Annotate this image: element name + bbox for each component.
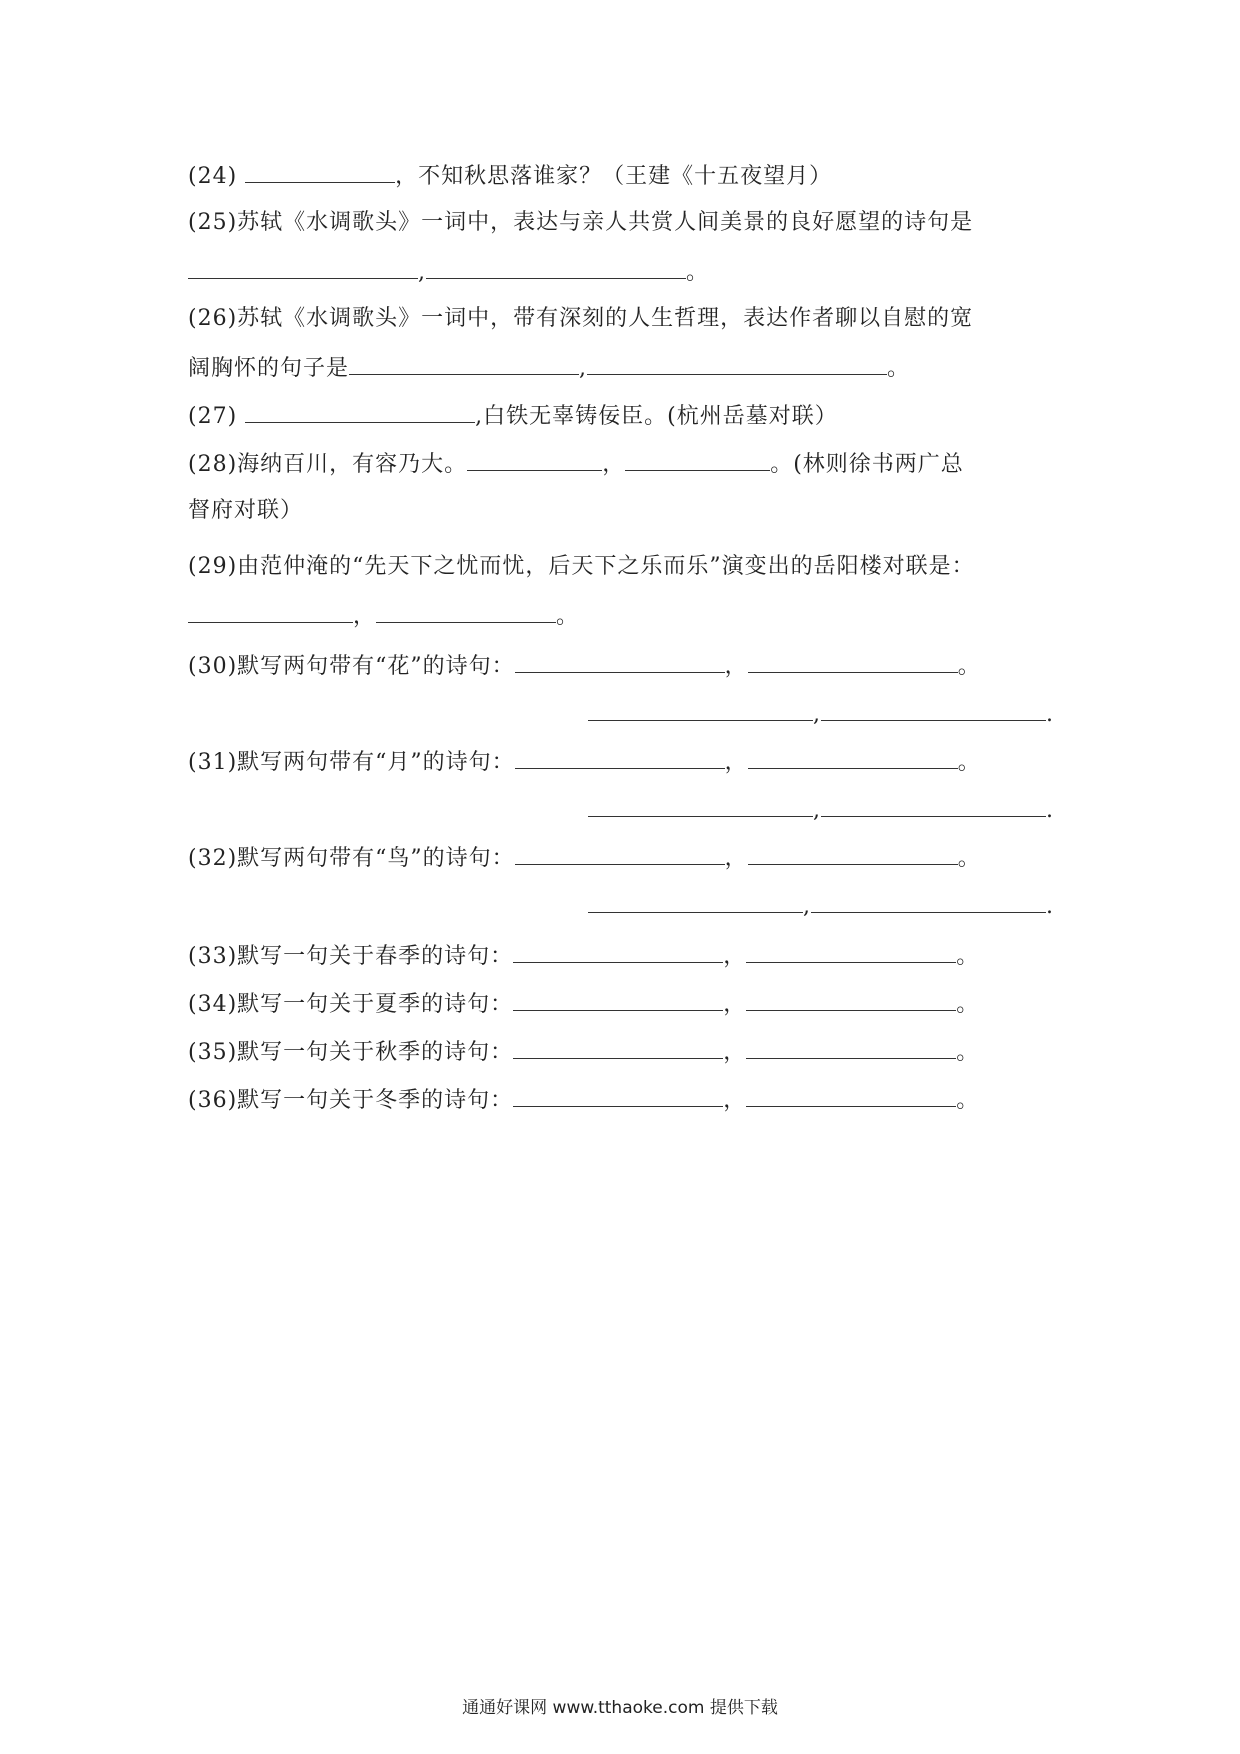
answer-blank[interactable] [588,794,813,817]
question-26-line2 [188,352,1058,384]
question-29 [188,552,1058,582]
question-31-line2 [588,794,1058,826]
question-text: 海纳百川，有容乃大。 [237,452,468,477]
separator: ， [724,750,748,775]
question-34 [188,988,1058,1020]
answer-blank[interactable] [625,448,770,471]
answer-blank[interactable] [513,1036,723,1059]
terminator: . [1046,798,1054,823]
question-number: (25) [188,210,238,235]
answer-blank[interactable] [513,988,723,1011]
terminator: 。 [957,750,981,775]
answer-blank[interactable] [426,256,686,279]
answer-blank[interactable] [746,988,956,1011]
separator: ， [353,604,377,629]
question-28 [188,448,1058,480]
question-text: 苏轼《水调歌头》一词中，表达与亲人共赏人间美景的良好愿望的诗句是 [237,210,974,235]
answer-blank[interactable] [513,940,723,963]
separator: , [579,356,588,381]
separator: ， [602,452,626,477]
question-24 [188,160,1058,192]
question-text: 默写两句带有“月”的诗句： [237,750,515,775]
answer-blank[interactable] [588,890,803,913]
question-31 [188,746,1058,778]
question-26 [188,304,1058,334]
answer-blank[interactable] [587,352,887,375]
answer-blank[interactable] [588,698,813,721]
question-text: ，不知秋思落谁家？（王建《十五夜望月） [395,164,833,189]
question-30 [188,650,1058,682]
question-number: (28) [188,452,238,477]
question-text: 阔胸怀的句子是 [188,356,350,381]
separator: , [813,798,821,823]
question-28-line2 [188,496,1058,526]
question-text: 。(林则徐书两广总 [770,452,964,477]
separator: , [813,702,821,727]
terminator: 。 [887,356,911,381]
terminator: 。 [957,654,981,679]
question-text: 苏轼《水调歌头》一词中，带有深刻的人生哲理，表达作者聊以自慰的宽 [237,306,974,331]
answer-blank[interactable] [513,1084,723,1107]
question-number: (33) [188,944,238,969]
separator: , [418,260,426,285]
question-25-answers [188,256,1058,288]
answer-blank[interactable] [821,698,1046,721]
question-35 [188,1036,1058,1068]
terminator: 。 [956,1088,980,1113]
terminator: 。 [956,944,980,969]
question-number: (32) [188,846,238,871]
question-number: (24) [188,164,238,189]
separator: , [803,894,811,919]
question-number: (26) [188,306,238,331]
answer-blank[interactable] [746,940,956,963]
answer-blank[interactable] [515,746,725,769]
question-25 [188,208,1058,238]
question-text: ,白铁无辜铸佞臣。(杭州岳墓对联） [475,404,838,429]
question-number: (35) [188,1040,238,1065]
question-number: (30) [188,654,238,679]
question-text: 默写一句关于夏季的诗句： [237,992,514,1017]
separator: ， [724,654,748,679]
question-number: (31) [188,750,238,775]
separator: ， [723,944,747,969]
separator: ， [723,1088,747,1113]
answer-blank[interactable] [821,794,1046,817]
question-text: 默写一句关于秋季的诗句： [237,1040,514,1065]
question-text: 默写两句带有“花”的诗句： [237,654,515,679]
terminator: 。 [956,1040,980,1065]
terminator: 。 [957,846,981,871]
question-33 [188,940,1058,972]
answer-blank[interactable] [515,842,725,865]
question-36 [188,1084,1058,1116]
question-text: 督府对联） [188,498,304,523]
answer-blank[interactable] [188,256,418,279]
answer-blank[interactable] [746,1084,956,1107]
separator: ， [724,846,748,871]
answer-blank[interactable] [349,352,579,375]
question-text: 默写两句带有“鸟”的诗句： [237,846,515,871]
answer-blank[interactable] [811,890,1046,913]
terminator: . [1046,894,1054,919]
separator: ， [723,992,747,1017]
terminator: 。 [686,260,710,285]
question-text: 默写一句关于春季的诗句： [237,944,514,969]
question-text: 默写一句关于冬季的诗句： [237,1088,514,1113]
answer-blank[interactable] [748,746,958,769]
answer-blank[interactable] [467,448,602,471]
question-text: 由范仲淹的“先天下之忧而忧，后天下之乐而乐”演变出的岳阳楼对联是： [237,554,975,579]
question-number: (34) [188,992,238,1017]
answer-blank[interactable] [245,160,395,183]
answer-blank[interactable] [515,650,725,673]
separator: ， [723,1040,747,1065]
answer-blank[interactable] [748,842,958,865]
terminator: . [1046,702,1054,727]
question-27 [188,400,1058,432]
question-number: (36) [188,1088,238,1113]
terminator: 。 [956,992,980,1017]
question-32 [188,842,1058,874]
answer-blank[interactable] [746,1036,956,1059]
answer-blank[interactable] [245,400,475,423]
question-number: (29) [188,554,238,579]
question-29-answers [188,600,1058,632]
question-number: (27) [188,404,238,429]
answer-blank[interactable] [748,650,958,673]
answer-blank[interactable] [376,600,556,623]
answer-blank[interactable] [188,600,353,623]
terminator: 。 [556,604,580,629]
question-32-line2 [588,890,1058,922]
question-30-line2 [588,698,1058,730]
page-footer: 通通好课网 www.tthaoke.com 提供下载 [462,1698,778,1718]
